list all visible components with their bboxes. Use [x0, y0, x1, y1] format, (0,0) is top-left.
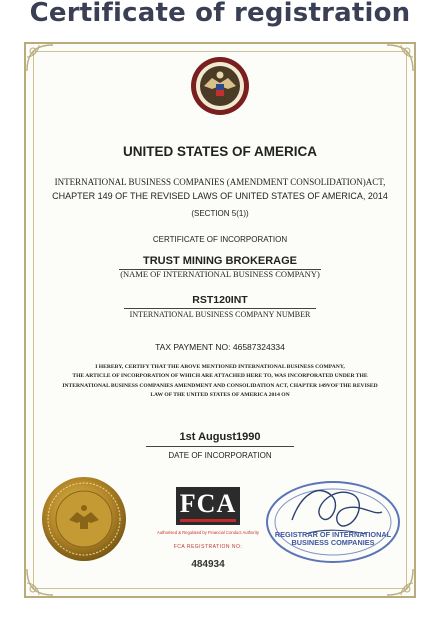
eagle-seal-icon [190, 56, 250, 116]
tax-payment-number: TAX PAYMENT NO: 46587324334 [155, 342, 285, 352]
page-heading: Certificate of registration [29, 0, 411, 28]
company-number-underline [124, 308, 316, 309]
registrar-label [262, 531, 404, 547]
fca-registration-label: FCA REGISTRATION NO: [173, 544, 243, 550]
fca-registration-number: 484934 [191, 559, 225, 570]
company-name: TRUST MINING BROKERAGE [143, 255, 297, 267]
corner-ornament-icon [385, 43, 415, 73]
fca-caption: Authorised & Regulated by Financial Conduct Authority [157, 530, 259, 535]
registrar-label-line: BUSINESS COMPANIES [291, 538, 375, 547]
fca-logo [176, 487, 240, 525]
act-line-1: INTERNATIONAL BUSINESS COMPANIES (AMENDMENT CONSOLIDATION)ACT, [54, 177, 386, 187]
incorporation-date-caption: DATE OF INCORPORATION [168, 451, 272, 460]
company-number-caption: INTERNATIONAL BUSINESS COMPANY NUMBER [129, 310, 311, 319]
corner-ornament-icon [25, 43, 55, 73]
gold-seal-icon [41, 476, 127, 562]
declaration-line: I HEREBY, CERTIFY THAT THE ABOVE MENTIONED INTERNATIONAL BUSINESS COMPANY, [95, 364, 345, 370]
incorporation-date: 1st August1990 [179, 431, 261, 443]
act-line-2: CHAPTER 149 OF THE REVISED LAWS OF UNITED STATES OF AMERICA, 2014 [52, 191, 388, 201]
registrar-label-line: REGISTRAR OF INTERNATIONAL [274, 530, 392, 539]
certificate-type: CERTIFICATE OF INCORPORATION [152, 235, 288, 244]
certificate [24, 42, 416, 598]
corner-ornament-icon [25, 567, 55, 597]
declaration-line: THE ARTICLE OF INCORPORATION OF WHICH ARE ATTACHED HERE TO, WAS INCORPORATED UNDER THE [72, 373, 368, 380]
company-number: RST120INT [192, 294, 248, 306]
declaration [24, 363, 416, 401]
declaration-line: LAW OF THE UNITED STATES OF AMERICA 2014 ON [150, 392, 290, 399]
fca-logo-text: FCA [179, 489, 237, 518]
incorporation-date-underline [146, 446, 294, 447]
fca-logo-bar [180, 519, 236, 522]
registrar-stamp-icon [262, 472, 404, 568]
corner-ornament-icon [385, 567, 415, 597]
company-name-caption: (NAME OF INTERNATIONAL BUSINESS COMPANY) [120, 269, 320, 279]
section-reference: (SECTION 5(1)) [191, 209, 249, 218]
country-title: UNITED STATES OF AMERICA [123, 144, 317, 159]
declaration-line: INTERNATIONAL BUSINESS COMPANIES AMENDMENT AND CONSOLIDATION ACT, CHAPTER 149VOF THE REVISED [62, 382, 378, 389]
